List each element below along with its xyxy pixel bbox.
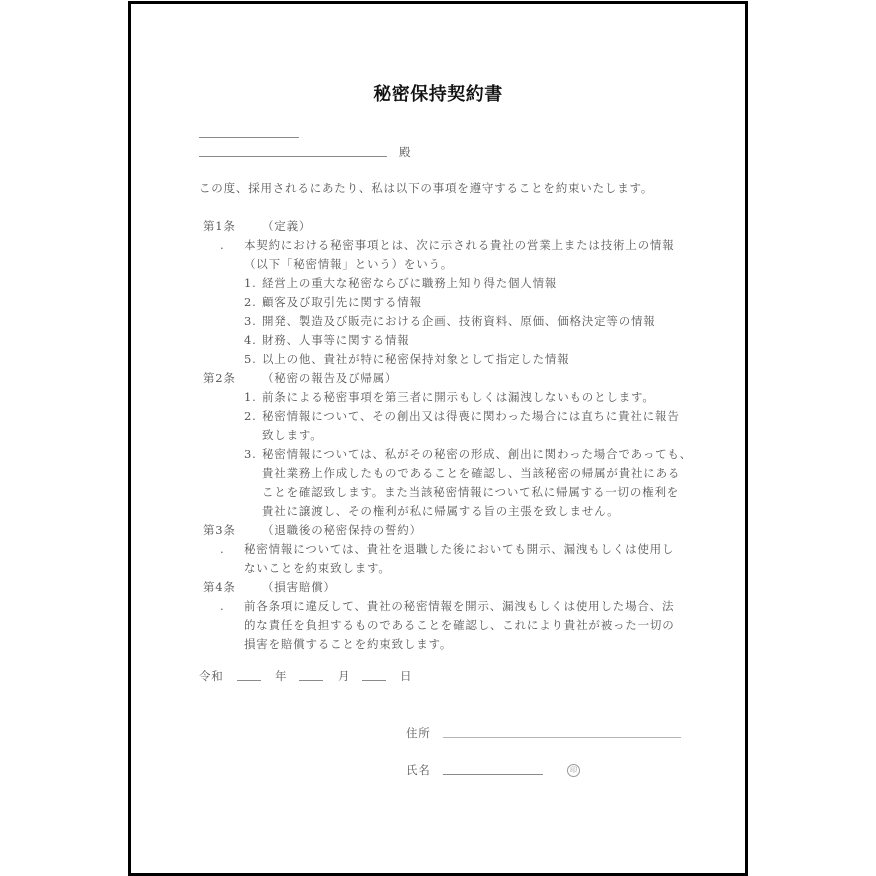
- article-2-item-text: 貴社に譲渡し、その権利が私に帰属する旨の主張を致しません。: [262, 504, 620, 518]
- date-year-label: 年: [275, 669, 288, 683]
- addressee-company-line: [199, 137, 299, 138]
- article-2-item-text: 秘密情報について、その創出又は得喪に関わった場合には直ちに貴社に報告: [262, 409, 680, 423]
- article-3-body-line: ないことを約束致します。: [244, 561, 391, 575]
- article-1-bullet: .: [220, 238, 225, 252]
- article-4-body-line: 前各条項に違反して、貴社の秘密情報を開示、漏洩もしくは使用した場合、法: [244, 599, 675, 613]
- article-1-body-line: 本契約における秘密事項とは、次に示される貴社の営業上または技術上の情報: [244, 238, 675, 252]
- article-2-item-num: 2.: [244, 409, 257, 423]
- addressee-suffix: 殿: [399, 145, 412, 159]
- article-2-number: 第2条: [203, 371, 236, 385]
- address-label: 住所: [406, 726, 431, 740]
- name-label: 氏名: [406, 763, 431, 777]
- addressee-name-line: [199, 156, 387, 157]
- article-1-item-text: 経営上の重大な秘密ならびに職務上知り得た個人情報: [262, 276, 558, 290]
- article-1-item-text: 以上の他、貴社が特に秘密保持対象として指定した情報: [262, 352, 570, 366]
- date-year-blank[interactable]: [237, 680, 261, 681]
- article-3-heading: （退職後の秘密保持の誓約）: [262, 523, 422, 537]
- article-2-item-text: 前条による秘密事項を第三者に開示もしくは漏洩しないものとします。: [262, 390, 655, 404]
- article-2-item-text: ことを確認致します。また当該秘密情報について私に帰属する一切の権利を: [262, 485, 680, 499]
- date-era: 令和: [199, 669, 224, 683]
- article-1-body-line: （以下「秘密情報」という）をいう。: [244, 257, 454, 271]
- article-1-item-num: 2.: [244, 295, 257, 309]
- article-2-item-num: 3.: [244, 447, 257, 461]
- seal-icon: 印: [567, 764, 580, 777]
- article-1-item-num: 1.: [244, 276, 257, 290]
- article-1-heading: （定義）: [262, 219, 312, 233]
- article-4-number: 第4条: [203, 580, 236, 594]
- article-1-number: 第1条: [203, 219, 236, 233]
- address-field-line[interactable]: [443, 737, 681, 738]
- date-day-blank[interactable]: [362, 680, 386, 681]
- article-1-item-text: 開発、製造及び販売における企画、技術資料、原価、価格決定等の情報: [262, 314, 656, 328]
- article-4-heading: （損害賠償）: [262, 580, 336, 594]
- date-month-label: 月: [338, 669, 351, 683]
- article-1-item-num: 3.: [244, 314, 257, 328]
- article-2-item-text: 致します。: [262, 428, 323, 442]
- article-4-body-line: 的な責任を負担するものであることを確認し、これにより貴社が被った一切の: [244, 618, 675, 632]
- article-1-item-num: 4.: [244, 333, 257, 347]
- article-3-body-line: 秘密情報については、貴社を退職した後においても開示、漏洩もしくは使用し: [244, 542, 675, 556]
- document-title: 秘密保持契約書: [373, 84, 503, 105]
- article-4-bullet: .: [220, 599, 225, 613]
- article-2-item-text: 秘密情報については、私がその秘密の形成、創出に関わった場合であっても、: [262, 447, 693, 461]
- article-1-item-num: 5.: [244, 352, 257, 366]
- article-1-item-text: 顧客及び取引先に関する情報: [262, 295, 422, 309]
- article-2-item-num: 1.: [244, 390, 257, 404]
- article-2-item-text: 貴社業務上作成したものであることを確認し、当該秘密の帰属が貴社にある: [262, 466, 681, 480]
- intro-text: この度、採用されるにあたり、私は以下の事項を遵守することを約束いたします。: [199, 181, 654, 195]
- document-page: [128, 1, 748, 876]
- date-month-blank[interactable]: [299, 680, 323, 681]
- article-3-bullet: .: [220, 542, 225, 556]
- date-day-label: 日: [400, 669, 413, 683]
- article-4-body-line: 損害を賠償することを約束致します。: [244, 637, 453, 651]
- article-2-heading: （秘密の報告及び帰属）: [262, 371, 398, 385]
- article-1-item-text: 財務、人事等に関する情報: [262, 333, 410, 347]
- article-3-number: 第3条: [203, 523, 236, 537]
- name-field-line[interactable]: [443, 774, 543, 775]
